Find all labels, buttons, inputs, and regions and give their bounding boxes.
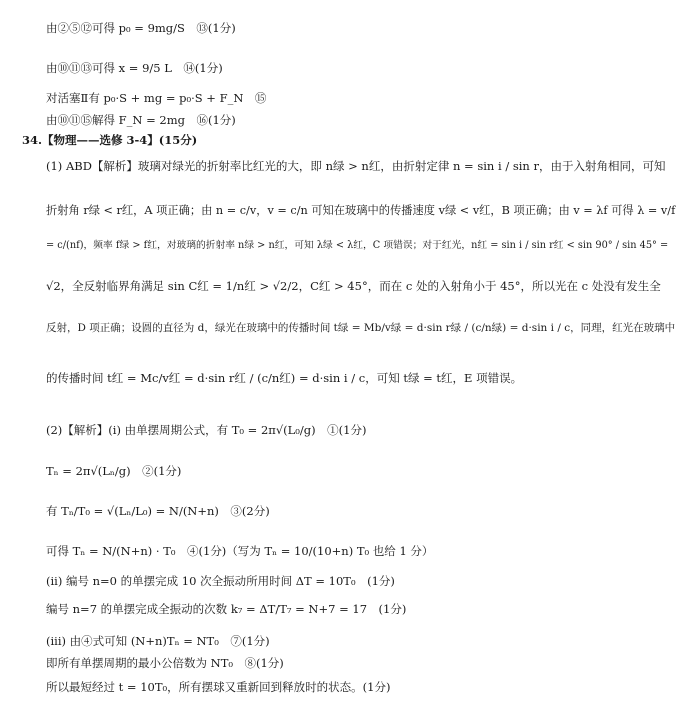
text-line: 反射，D 项正确；设圆的直径为 d，绿光在玻璃中的传播时间 t绿 = Mb/v绿 = d·sin r绿 / (c/n绿) = d·sin i / c，同理，红光在玻璃中 <box>46 322 676 334</box>
text-line: 可得 Tₙ = N/(N+n) · T₀ ④(1分)（写为 Tₙ = 10/(10+n) T₀ 也给 1 分） <box>46 544 434 558</box>
section-heading: 34.【物理——选修 3-4】(15分) <box>22 133 198 147</box>
text-line: 所以最短经过 t = 10T₀，所有摆球又重新回到释放时的状态。(1分) <box>46 680 391 694</box>
text-line: (2)【解析】(i) 由单摆周期公式，有 T₀ = 2π√(L₀/g) ①(1分) <box>46 423 367 437</box>
text-line: Tₙ = 2π√(Lₙ/g) ②(1分) <box>46 464 182 478</box>
text-line: 由②⑤⑫可得 p₀ = 9mg/S ⑬(1分) <box>46 21 236 35</box>
text-line: 的传播时间 t红 = Mc/v红 = d·sin r红 / (c/n红) = d·sin i / c，可知 t绿 = t红，E 项错误。 <box>46 371 523 385</box>
text-line: 由⑩⑪⑮解得 F_N = 2mg ⑯(1分) <box>46 113 236 127</box>
text-line: 对活塞Ⅱ有 p₀·S + mg = p₀·S + F_N ⑮ <box>46 91 267 105</box>
text-line: 有 Tₙ/T₀ = √(Lₙ/L₀) = N/(N+n) ③(2分) <box>46 504 270 518</box>
text-line: 即所有单摆周期的最小公倍数为 NT₀ ⑧(1分) <box>46 656 284 670</box>
text-line: 编号 n=7 的单摆完成全振动的次数 k₇ = ΔT/T₇ = N+7 = 17 (1分) <box>46 602 407 616</box>
text-line: √2，全反射临界角满足 sin C红 = 1/n红 > √2/2，C红 > 45°，而在 c 处的入射角小于 45°，所以光在 c 处没有发生全 <box>46 279 661 293</box>
text-line: (1) ABD【解析】玻璃对绿光的折射率比红光的大，即 n绿 > n红，由折射定律 n = sin i / sin r，由于入射角相同，可知 <box>46 159 666 173</box>
text-line: 由⑩⑪⑬可得 x = 9/5 L ⑭(1分) <box>46 61 223 75</box>
text-line: (iii) 由④式可知 (N+n)Tₙ = NT₀ ⑦(1分) <box>46 634 270 648</box>
text-line: (ii) 编号 n=0 的单摆完成 10 次全振动所用时间 ΔT = 10T₀ (1分) <box>46 574 395 588</box>
text-line: 折射角 r绿 < r红，A 项正确；由 n = c/v，v = c/n 可知在玻璃中的传播速度 v绿 < v红，B 项正确；由 v = λf 可得 λ = v/f <box>46 204 676 217</box>
text-line: = c/(nf)，频率 f绿 > f红，对玻璃的折射率 n绿 > n红，可知 λ绿 < λ红，C 项错误；对于红光，n红 = sin i / sin r红 < sin 90° / sin 45° = <box>46 240 669 251</box>
